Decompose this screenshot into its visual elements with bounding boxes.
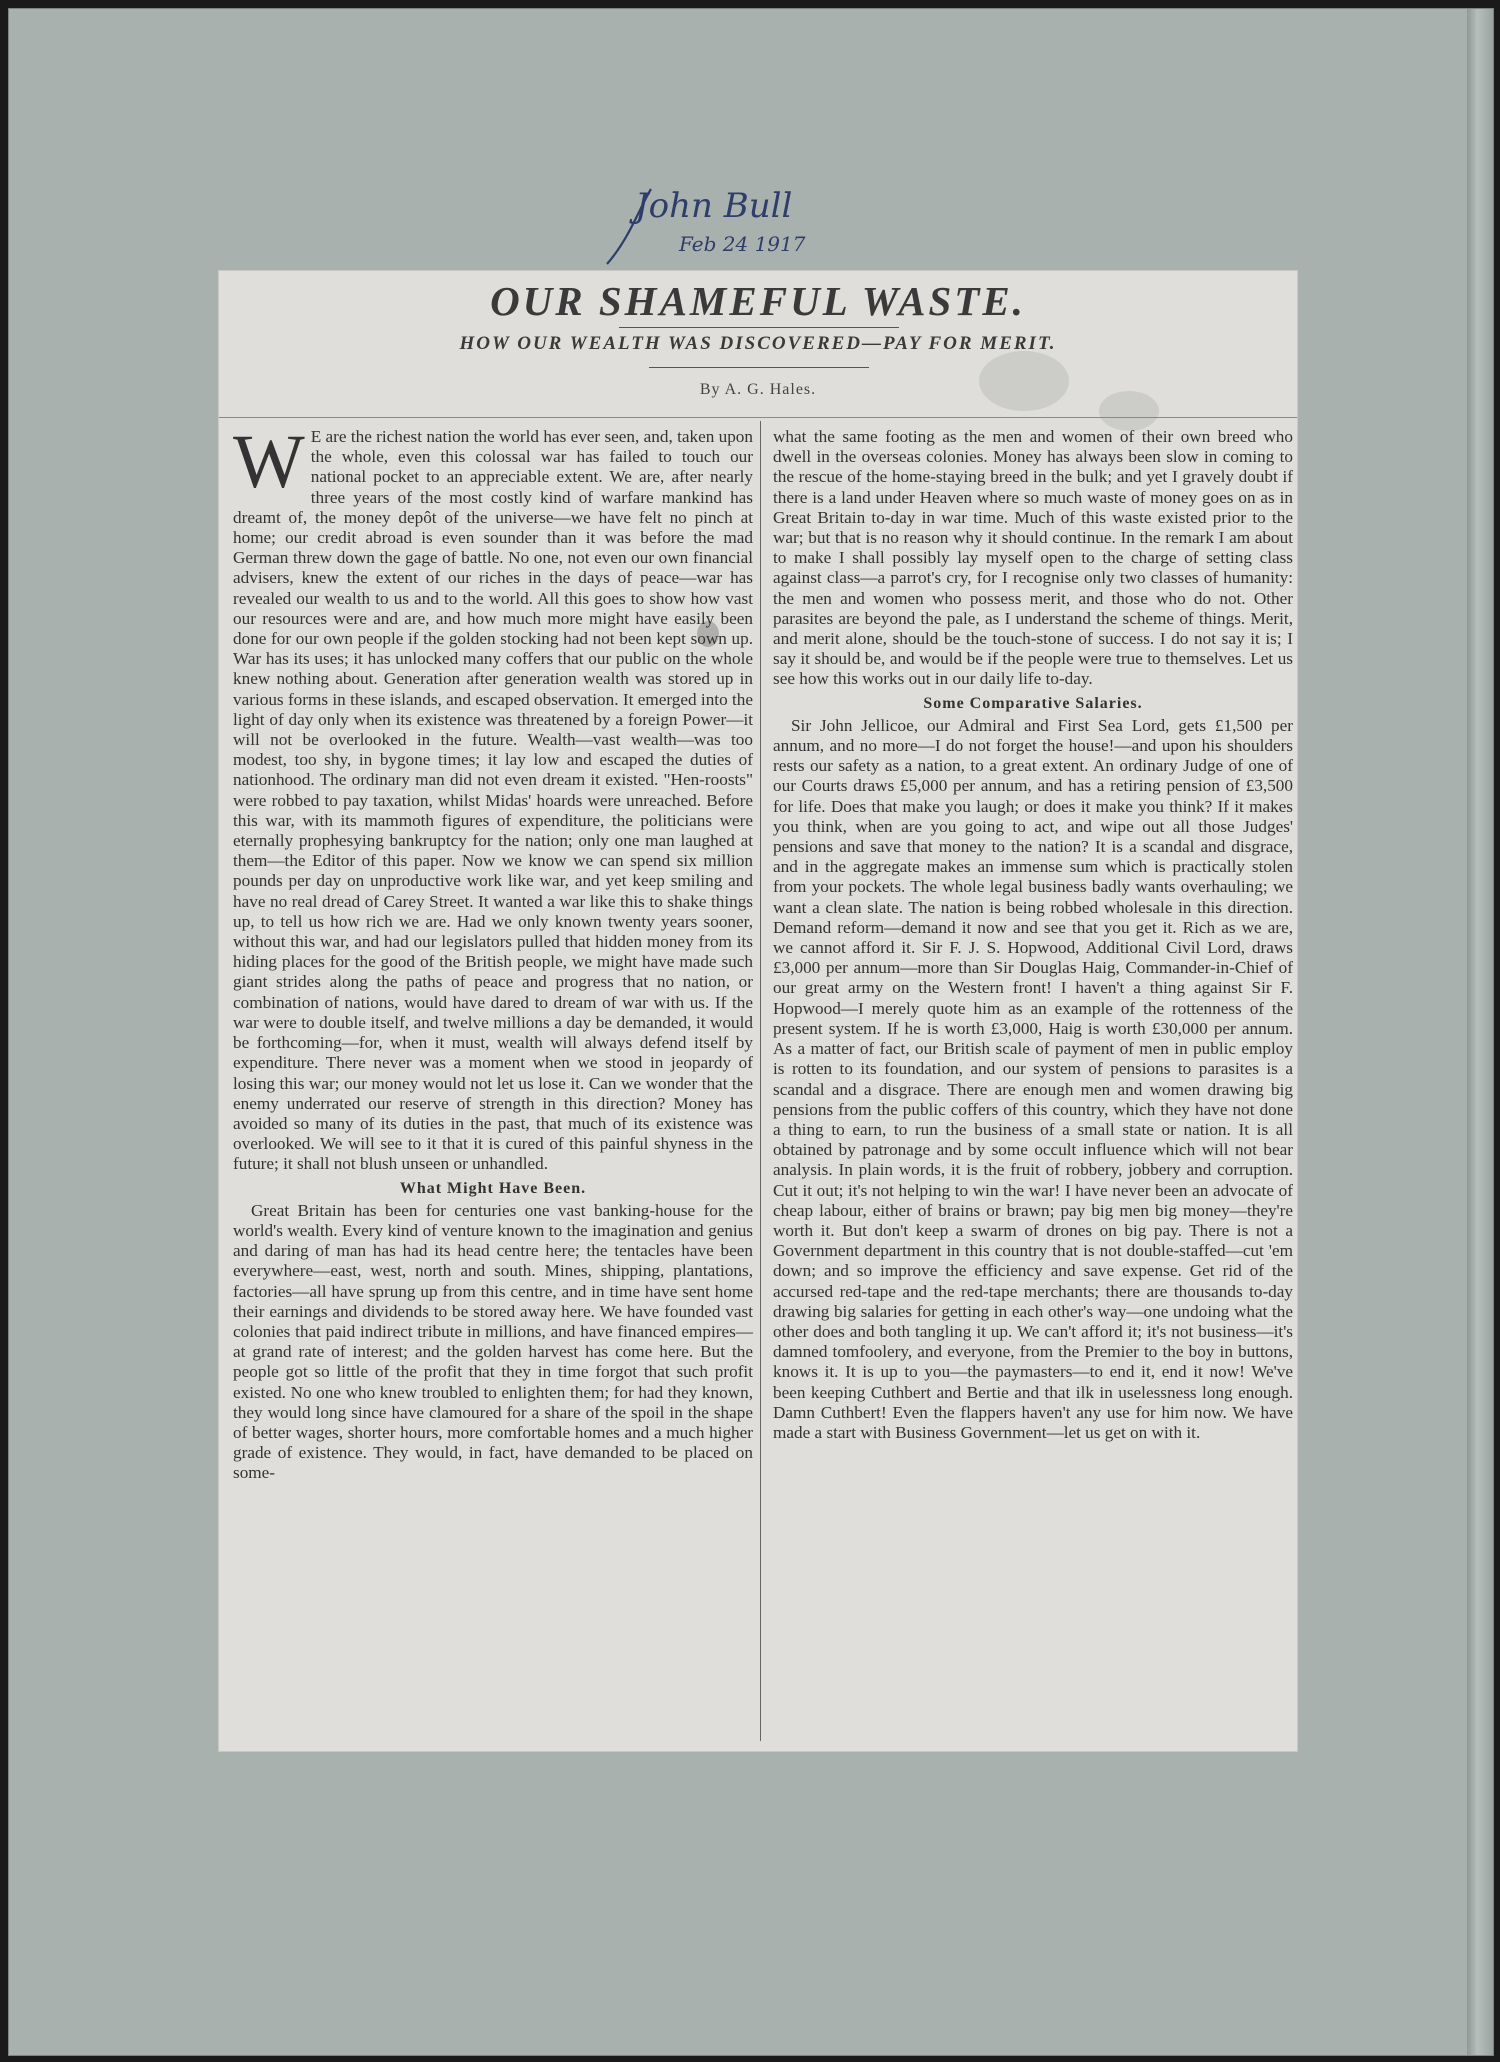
article-paragraph — [233, 420, 753, 1175]
article-subheadline: HOW OUR WEALTH WAS DISCOVERED—PAY FOR MERIT. — [459, 333, 1057, 354]
annotation-date: Feb 24 1917 — [679, 232, 806, 256]
article-headline: OUR SHAMEFUL WASTE. — [490, 278, 1026, 324]
binding-edge — [1467, 9, 1493, 2055]
drop-cap: W — [233, 420, 305, 504]
section-heading: What Might Have Been. — [399, 1179, 587, 1197]
article-byline: By A. G. Hales. — [699, 381, 817, 398]
handwritten-annotation — [599, 169, 859, 279]
article-paragraph: Sir John Jellicoe, our Admiral and First Sea Lord, gets £1,500 per annum, and no more—I do not forget the house!—and upon his shoulders rests our safety as a nation, to a great extent. An ordinary Judge of one of our Courts draws £5,000 per annum, and has a retiring pension of £3,500 for life. Does that make you laugh; or does it make you think? If it makes you think, when are you going to act, and wipe out all those Judges' pensions and save that money to the nation? It is a scandal and disgrace, and in the aggregate makes an immense sum which is practically stolen from your pockets. The whole legal business badly wants overhauling; we want a clean slate. The nation is being robbed wholesale in this direction. Demand reform—demand it now and see that you get it. Rich as we are, we cannot afford it. Sir F. J. S. Hopwood, Additional Civil Lord, draws £3,000 per annum—more than Sir Douglas Haig, Commander-in-Chief of our great army on the Western front! I haven't a thing against Sir F. Hopwood—I merely quote him as an example of the rottenness of the present system. If he is worth £3,000, Haig is worth £30,000 per annum. As a matter of fact, our British scale of payment of men in public employ is rotten to its foundation, and our system of pensions to parasites is a scandal and a disgrace. There are enough men and women drawing big pensions from the public coffers of this country, which they have not done a thing to earn, to run the business of a small state or nation. It is all obtained by patronage and by some occult influence which will not bear analysis. In plain words, it is the fruit of robbery, jobbery and corruption. Cut it out; it's not helping to win the war! I have never been an advocate of cheap labour, either of brains or brawn; pay big men big money—they're worth it. But don't keep a swarm of drones on big pay. There is not a Government department in this country that is not double-staffed—cut 'em down; and so improve the efficiency and save expense. Get rid of the accursed red-tape and the red-tape merchants; there are thousands to-day drawing big salaries for getting in each other's way—one undoing what the other does and both tangling it up. We can't afford it; it's not business—it's damned tomfoolery, and everyone, from the Premier to the boy in buttons, knows it. It is up to you—the paymasters—to end it, end it now! We've been keeping Cuthbert and Bertie and that ilk in uselessness long enough. Damn Cuthbert! Even the flappers haven't any use for him now. We have made a start with Business Government—let us get on with it. — [773, 715, 1293, 1442]
column-top-rule — [219, 417, 1297, 418]
column-divider — [760, 421, 761, 1741]
newspaper-clipping — [219, 271, 1297, 1751]
archival-mount-board — [8, 8, 1494, 2056]
article-column-left — [233, 420, 753, 1484]
subheadline-rule — [649, 367, 869, 368]
paragraph-text: E are the richest nation the world has ever seen, and, taken upon the whole, even this colossal war has failed to touch our national pocket to an appreciable extent. We are, after nearly three years of the most costly kind of warfare mankind has dreamt of, the money depôt of the universe—we have felt no pinch at home; our credit abroad is even sounder than it was before the mad German threw down the gage of battle. No one, not even our own financial advisers, knew the extent of our riches in the days of peace—war has revealed our wealth to us and to the world. All this goes to show how vast our resources were and are, and how much more might have easily been done for our own people if the golden stocking had not been kept sown up. War has its uses; it has unlocked many coffers that our public on the whole knew nothing about. Generation after generation wealth was stored up in various forms in these islands, and escaped observation. It emerged into the light of day only when its existence was threatened by a foreign Power—it will not be overlooked in the future. Wealth—vast wealth—was too modest, too shy, in bygone times; it lay low and escaped the duties of nationhood. The ordinary man did not even dream it existed. "Hen-roosts" were robbed to pay taxation, whilst Midas' hoards were unreached. Before this war, with its mammoth figures of expenditure, the politicians were eternally prophesying bankruptcy for the nation; only one man laughed at them—the Editor of this paper. Now we know we can spend six million pounds per day on unproductive work like war, and yet keep smiling and have no real dread of Carey Street. It wanted a war like this to shake things up, to tell us how rich we are. Had we only known twenty years sooner, without this war, and had our legislators pulled that hidden money from its hiding places for the good of the British people, we might have made such giant strides along the paths of peace and progress that no nation, or combination of nations, would have dared to dream of war with us. If the war were to double itself, and twelve millions a day be demanded, it would be forthcoming—for, when it must, wealth will always defend itself by expenditure. There never was a moment when we stood in jeopardy of losing this war; our money would not let us lose it. Can we wonder that the enemy underrated our reserve of strength in this direction? Money has avoided so many of its duties in the past, that much of its existence was overlooked. We will see to it that it is cured of this painful shyness in the future; it shall not blush unseen or unhandled. — [233, 427, 753, 1174]
section-heading: Some Comparative Salaries. — [923, 694, 1143, 712]
article-column-right — [773, 427, 1293, 1443]
article-paragraph: what the same footing as the men and women of their own breed who dwell in the overseas colonies. Money has always been slow in coming to the rescue of the home-staying breed in the bulk; and yet I gravely doubt if there is a land under Heaven where so much waste of money goes on as in Great Britain to-day in war time. Much of this waste existed prior to the war; but that is no reason why it should continue. In the remark I am about to make I shall possibly lay myself open to the charge of setting class against class—a parrot's cry, for I recognise only two classes of humanity: the men and women who possess merit, and those who do not. Other parasites are beyond the pale, as I understand the scheme of things. Merit, and merit alone, should be the touch-stone of success. I do not say it is; I say it should be, and would be if the people were true to themselves. Let us see how this works out in our daily life to-day. — [773, 427, 1293, 689]
annotation-source: John Bull — [635, 186, 793, 226]
headline-rule — [619, 327, 899, 328]
article-paragraph: Great Britain has been for centuries one vast banking-house for the world's wealth. Every kind of venture known to the imagination and genius and daring of man has had its head centre here; the tentacles have been everywhere—east, west, north and south. Mines, shipping, plantations, factories—all have sprung up from this centre, and in time have sent home their earnings and dividends to be stored away here. We have founded vast colonies that paid indirect tribute in millions, and have financed empires—at grand rate of interest; and the golden harvest has come here. But the people got so little of the profit that they in time forgot that such profit existed. No one who knew troubled to enlighten them; for had they known, they would long since have clamoured for a share of the spoil in the shape of better wages, shorter hours, more comfortable homes and a much higher grade of existence. They would, in fact, have demanded to be placed on some- — [233, 1200, 753, 1483]
